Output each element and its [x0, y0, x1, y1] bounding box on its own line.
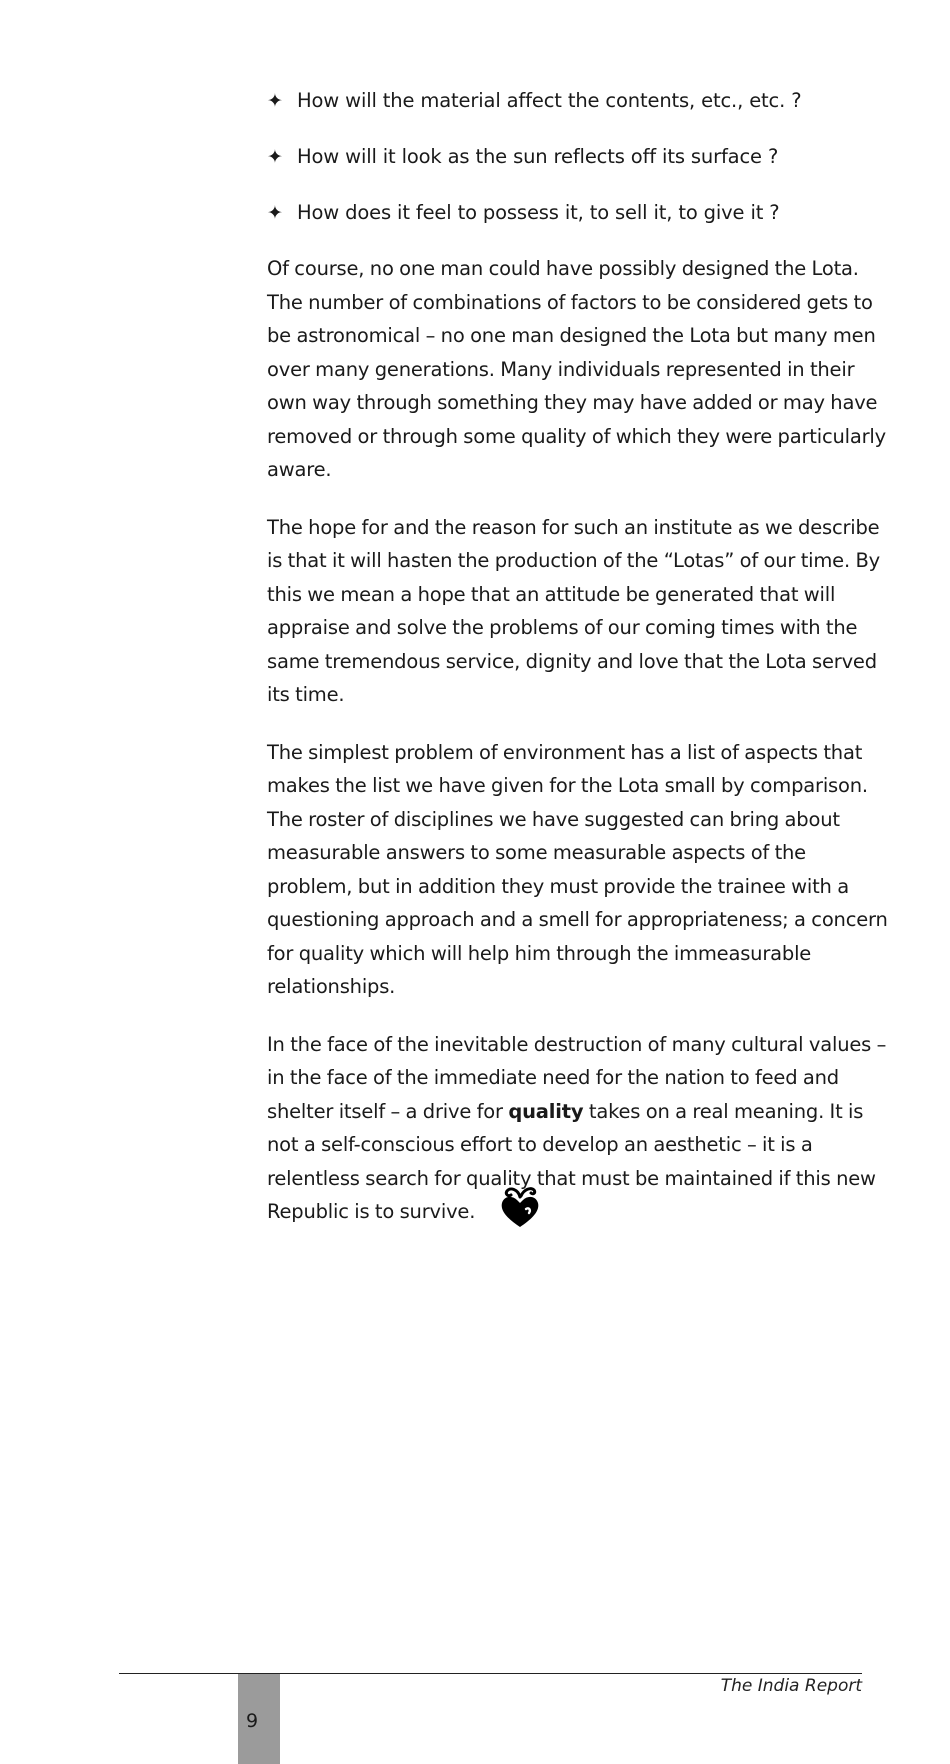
paragraph-environment-problem: The simplest problem of environment has a list of aspects that makes the list we have given for the Lota small by comparison. The roster of disciplines we have suggested can bring about measurable answers to some measurable aspects of the problem, but in addition they must provide the trainee with a questioning approach and a smell for appropriateness; a concern for quality which will help him through the immeasurable relationships.: [267, 740, 888, 998]
footer-divider: [119, 1673, 862, 1674]
page-number: 9: [246, 1710, 259, 1732]
ornament-stem-right: [521, 1189, 535, 1196]
paragraph-text-after: takes on a real meaning. It is not a self-conscious effort to develop an aesthetic – it is a relentless search for quality that must be maintained if this new Republic is to survive.: [267, 1099, 876, 1223]
list-item-text: How will the material affect the contents, etc., etc. ?: [297, 89, 802, 112]
ornament-stem-left: [506, 1189, 520, 1197]
list-item: [267, 196, 892, 230]
list-item-text: How will it look as the sun reflects off its surface ?: [297, 145, 779, 168]
page-number-tab: [238, 1674, 280, 1764]
star-bullet-icon: ✦: [267, 202, 283, 224]
paragraph-quality-drive: [267, 1028, 892, 1229]
emphasis-quality: quality: [508, 1099, 584, 1123]
list-item: [267, 140, 892, 174]
paragraph-text-before: In the face of the inevitable destruction of many cultural values – in the face of the immediate need for the nation to feed and shelter itself – a drive for: [267, 1032, 887, 1123]
list-item-text: How does it feel to possess it, to sell it, to give it ?: [297, 201, 780, 224]
question-list: [267, 84, 892, 230]
page-content: [267, 84, 892, 1253]
floral-heart-icon: [498, 1183, 542, 1229]
star-bullet-icon: ✦: [267, 90, 283, 112]
running-title: The India Report: [720, 1676, 862, 1696]
list-item: [267, 84, 892, 118]
paragraph-lota-design: Of course, no one man could have possibly designed the Lota. The number of combinations of factors to be considered gets to be astronomical – no one man designed the Lota but many men over many generations. Many individuals represented in their own way through something they may have added or may have removed or through some quality of which they were particularly aware.: [267, 257, 886, 481]
paragraph-institute-hope: The hope for and the reason for such an institute as we describe is that it will hasten the production of the “Lotas” of our time. By this we mean a hope that an attitude be generated that will appraise and solve the problems of our coming times with the same tremendous service, dignity and love that the Lota served its time.: [267, 515, 880, 706]
star-bullet-icon: ✦: [267, 146, 283, 168]
ornament-heart: [502, 1197, 539, 1227]
